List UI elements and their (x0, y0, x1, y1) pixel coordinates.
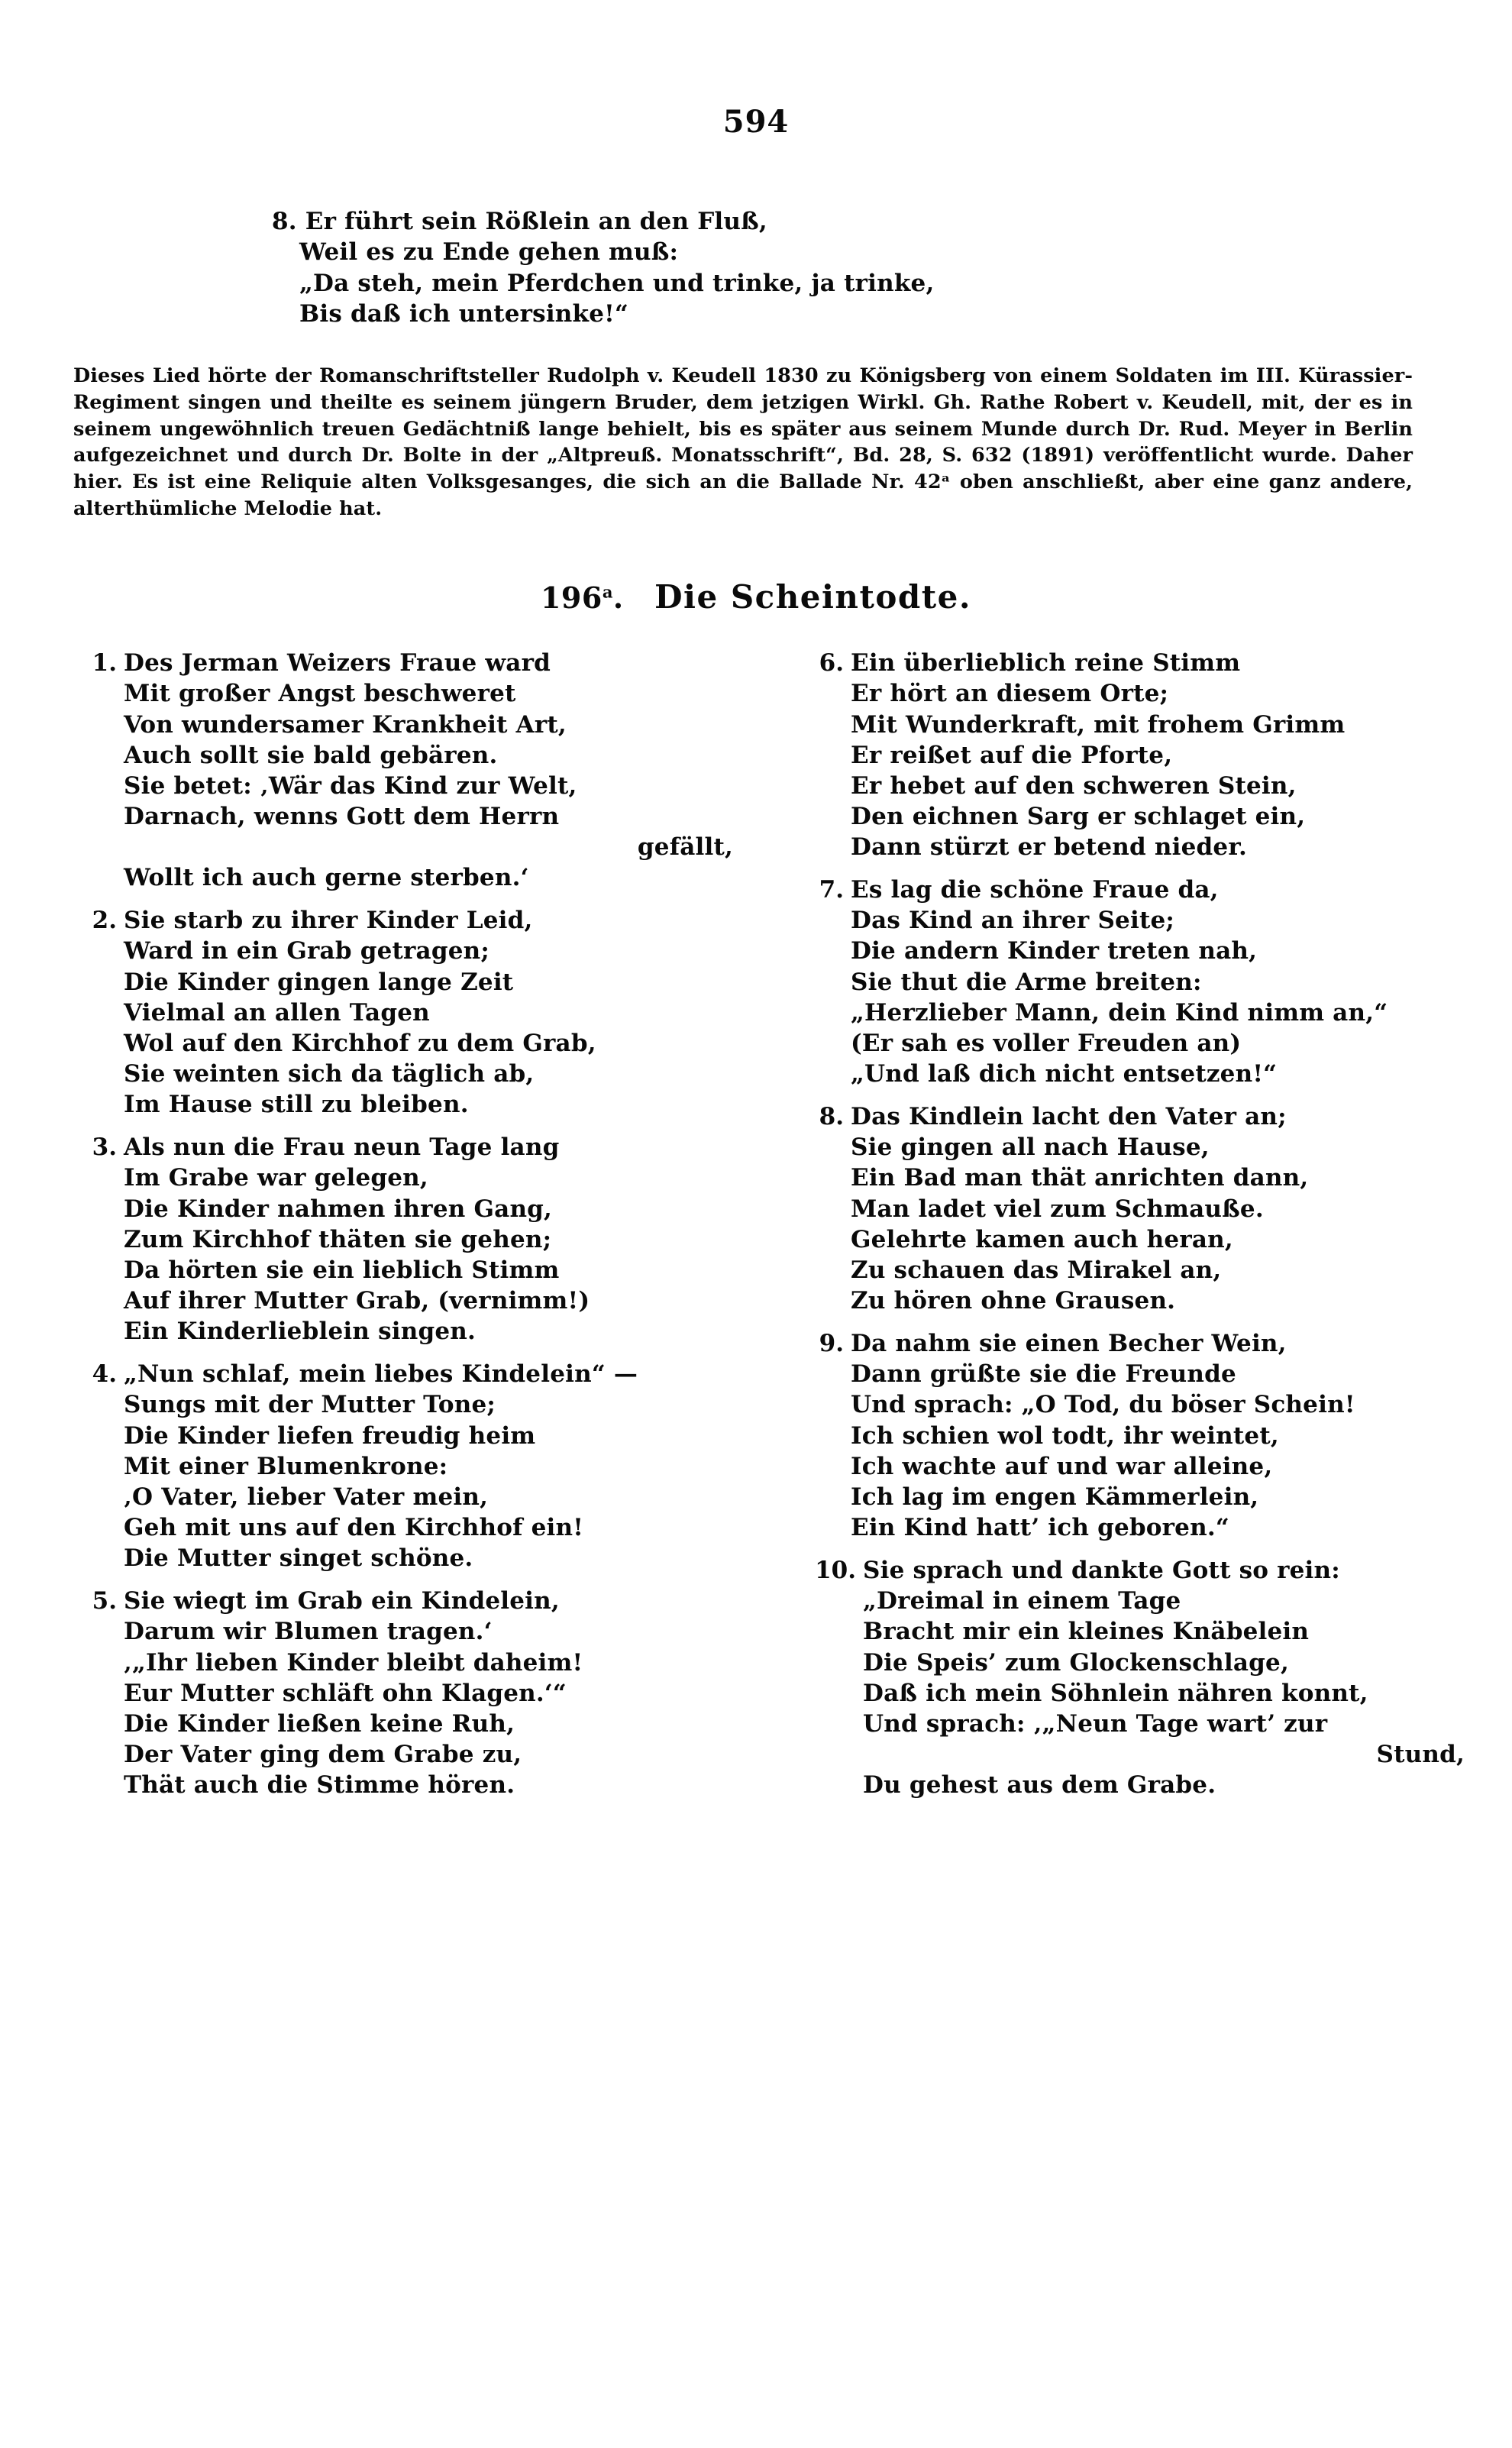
verse-line: Mit großer Angst beschweret (124, 680, 516, 708)
verse-line: Er hebet auf den schweren Stein, (851, 771, 1297, 800)
stanza-number: 8. (819, 1103, 844, 1131)
verse-line: Sie starb zu ihrer Kinder Leid, (124, 907, 533, 935)
verse-line: Der Vater ging dem Grabe zu, (124, 1741, 522, 1768)
verse-line: Eur Mutter schläft ohn Klagen.‘“ (124, 1679, 567, 1707)
verse-line: Da nahm sie einen Becher Wein, (851, 1330, 1287, 1358)
stanza-number: 7. (819, 876, 844, 904)
verse-line: Sie betet: ‚Wär das Kind zur Welt, (124, 771, 577, 800)
verse-line: Als nun die Frau neun Tage lang (124, 1133, 560, 1162)
verse-line: Zum Kirchhof thäten sie gehen; (124, 1225, 552, 1253)
stanza-number: 10. (815, 1557, 856, 1585)
stanza-lines (124, 1359, 739, 1573)
verse-line: Wollt ich auch gerne sterben.‘ (124, 864, 529, 892)
verse-line: Ich lag im engen Kämmerlein, (851, 1483, 1259, 1511)
verse-line: ‚„Ihr lieben Kinder bleibt daheim! (124, 1648, 583, 1677)
stanza-number: 5. (92, 1587, 117, 1615)
stanza (84, 648, 739, 893)
stanza (811, 1328, 1466, 1543)
verse-line: Die Speis’ zum Glockenschlage, (863, 1648, 1289, 1677)
stanza-number: 9. (819, 1330, 844, 1358)
stanza (811, 875, 1466, 1089)
stanza-inner (84, 905, 739, 1120)
verse-line: Stund, (1376, 1741, 1465, 1768)
verse-line: Zu hören ohne Grausen. (851, 1287, 1176, 1315)
verse-line: Die andern Kinder treten nah, (851, 937, 1258, 965)
verse-line: Sie gingen all nach Hause, (851, 1133, 1210, 1162)
stanza (84, 905, 739, 1120)
stanza (811, 1101, 1466, 1316)
verse-line: Gelehrte kamen auch heran, (851, 1225, 1233, 1253)
verse-line: Ein Kinderlieblein singen. (124, 1318, 476, 1346)
song-number (541, 580, 624, 615)
stanza-inner (84, 1132, 739, 1347)
song-body-columns (0, 648, 1512, 1813)
verse-line: Darum wir Blumen tragen.‘ (124, 1618, 493, 1646)
verse-line: „Und laß dich nicht entsetzen!“ (851, 1060, 1278, 1088)
stanza-lines (124, 905, 739, 1120)
verse-line: Und sprach: ‚„Neun Tage wart’ zur (863, 1709, 1328, 1738)
verse-line: Ich wachte auf und war alleine, (851, 1452, 1273, 1480)
verse-line: Es lag die schöne Fraue da, (851, 876, 1219, 904)
editorial-note (0, 363, 1512, 522)
stanza-lines (124, 1586, 739, 1800)
verse-line: (Er sah es voller Freuden an) (851, 1029, 1242, 1057)
stanza-lines (124, 648, 739, 893)
column-right (785, 648, 1466, 1813)
verse-line: Vielmal an allen Tagen (124, 998, 430, 1027)
song-number-value: 196 (540, 580, 603, 616)
verse-line: Er reißet auf die Pforte, (851, 741, 1173, 769)
verse-line: Die Kinder ließen keine Ruh, (124, 1709, 515, 1738)
column-left (84, 648, 739, 1813)
stanza-inner (811, 1328, 1466, 1543)
verse-line: Man ladet viel zum Schmauße. (851, 1195, 1264, 1223)
verse-line: Daß ich mein Söhnlein nähren konnt, (863, 1679, 1368, 1707)
verse-line: Sie weinten sich da täglich ab, (124, 1060, 535, 1088)
stanza-inner (84, 1586, 739, 1800)
verse-line: Des Jerman Weizers Fraue ward (124, 649, 551, 677)
verse-line: Darnach, wenns Gott dem Herrn (124, 802, 560, 830)
verse-line: Wol auf den Kirchhof zu dem Grab, (124, 1029, 596, 1057)
stanza (84, 1359, 739, 1573)
stanza-number: 2. (92, 907, 117, 935)
stanza-inner (811, 1555, 1466, 1800)
stanza-number: 1. (92, 649, 117, 677)
stanza (84, 1586, 739, 1800)
verse-line: „Nun schlaf, mein liebes Kindelein“ — (124, 1360, 638, 1389)
verse-line: Im Hause still zu bleiben. (124, 1091, 469, 1119)
verse-line: Sungs mit der Mutter Tone; (124, 1391, 496, 1419)
stanza (84, 1132, 739, 1347)
stanza-lines (851, 1328, 1466, 1543)
verse-line: „Herzlieber Mann, dein Kind nimm an,“ (851, 998, 1388, 1027)
top-stanza (0, 206, 1512, 329)
stanza-lines (851, 875, 1466, 1089)
song-number-superscript: a (602, 582, 613, 602)
stanza-lines (863, 1555, 1466, 1800)
stanza-number: 4. (92, 1360, 117, 1389)
verse-line: Auch sollt sie bald gebären. (124, 741, 498, 769)
verse-line: Die Kinder nahmen ihren Gang, (124, 1195, 553, 1223)
verse-line: Die Kinder gingen lange Zeit (124, 968, 514, 996)
verse-line: gefällt, (637, 833, 733, 862)
verse-line: Bis daß ich untersinke!“ (299, 299, 628, 328)
stanza-lines (851, 1101, 1466, 1316)
verse-line: Du gehest aus dem Grabe. (863, 1771, 1216, 1800)
verse-text: Er führt sein Rößlein an den Fluß, (305, 208, 767, 235)
verse-line: Ein Kind hatt’ ich geboren.“ (851, 1514, 1229, 1542)
verse-line: Bracht mir ein kleines Knäbelein (863, 1618, 1310, 1646)
stanza-number: 6. (819, 649, 844, 677)
verse-line: Das Kind an ihrer Seite; (851, 907, 1175, 935)
stanza-number: 8. (272, 208, 297, 235)
verse-line (272, 206, 1283, 237)
verse-line: Auf ihrer Mutter Grab, (vernimm!) (124, 1287, 590, 1315)
verse-line: „Dreimal in einem Tage (863, 1587, 1181, 1615)
verse-line: Die Kinder liefen freudig heim (124, 1421, 536, 1450)
verse-line: Weil es zu Ende gehen muß: (299, 238, 679, 267)
song-number-suffix: . (612, 580, 624, 616)
song-title: Die Scheintodte. (654, 578, 971, 616)
stanza-inner (84, 1359, 739, 1573)
verse-line: Das Kindlein lacht den Vater an; (851, 1103, 1287, 1131)
verse-line: Dann stürzt er betend nieder. (851, 833, 1248, 862)
verse-line: ‚O Vater, lieber Vater mein, (124, 1483, 489, 1511)
verse-line: Sie sprach und dankte Gott so rein: (863, 1557, 1340, 1585)
verse-line: Geh mit uns auf den Kirchhof ein! (124, 1514, 584, 1542)
page-number: 594 (722, 104, 790, 140)
verse-line: Im Grabe war gelegen, (124, 1164, 428, 1192)
stanza-inner (811, 648, 1466, 862)
stanza-inner (84, 648, 739, 893)
editorial-note-text: Dieses Lied hörte der Romanschriftsteller Rudolph v. Keudell 1830 zu Königsberg von einem Soldaten im III. Kürassier-Regiment singen und theilte es seinem jüngern Bruder, dem jetzigen Wirkl. Gh. Rathe Robert v. Keudell, mit, der es in seinem ungewöhnlich treuen Gedächtniß lange behielt, bis es später aus seinem Munde durch Dr. Rud. Meyer in Berlin aufgezeichnet und durch Dr. Bolte in der „Altpreuß. Monatsschrift“, Bd. 28, S. 632 (1891) veröffentlicht wurde. Daher hier. Es ist eine Reliquie alten Volksgesanges, die sich an die Ballade Nr. 42ᵃ oben anschließt, aber eine ganz andere, alterthümliche Melodie hat. (73, 364, 1413, 520)
stanza-inner (811, 875, 1466, 1089)
stanza (811, 1555, 1466, 1800)
verse-line: Ein Bad man thät anrichten dann, (851, 1164, 1309, 1192)
verse-line: Ich schien wol todt, ihr weintet, (851, 1421, 1279, 1450)
verse-line: Zu schauen das Mirakel an, (851, 1256, 1222, 1284)
stanza-lines (124, 1132, 739, 1347)
verse-line: Dann grüßte sie die Freunde (851, 1360, 1236, 1389)
verse-line: Er hört an diesem Orte; (851, 680, 1169, 708)
verse-line: Die Mutter singet schöne. (124, 1544, 473, 1573)
verse-line: „Da steh, mein Pferdchen und trinke, ja trinke, (299, 269, 935, 297)
stanza-inner (811, 1101, 1466, 1316)
verse-line: Thät auch die Stimme hören. (124, 1771, 515, 1800)
song-heading (0, 578, 1512, 616)
stanza-number: 3. (92, 1133, 117, 1162)
stanza (811, 648, 1466, 862)
stanza-lines (851, 648, 1466, 862)
verse-line: Mit einer Blumenkrone: (124, 1452, 448, 1480)
verse-line: Ward in ein Grab getragen; (124, 937, 490, 965)
verse-line: Sie wiegt im Grab ein Kindelein, (124, 1587, 560, 1615)
verse-line: Mit Wunderkraft, mit frohem Grimm (851, 710, 1346, 739)
verse-line: Sie thut die Arme breiten: (851, 968, 1202, 996)
verse-line: Von wundersamer Krankheit Art, (124, 710, 567, 739)
verse-line: Da hörten sie ein lieblich Stimm (124, 1256, 560, 1284)
verse-line: Ein überlieblich reine Stimm (851, 649, 1241, 677)
verse-line: Den eichnen Sarg er schlaget ein, (851, 802, 1306, 830)
verse-line: Und sprach: „O Tod, du böser Schein! (851, 1391, 1355, 1419)
